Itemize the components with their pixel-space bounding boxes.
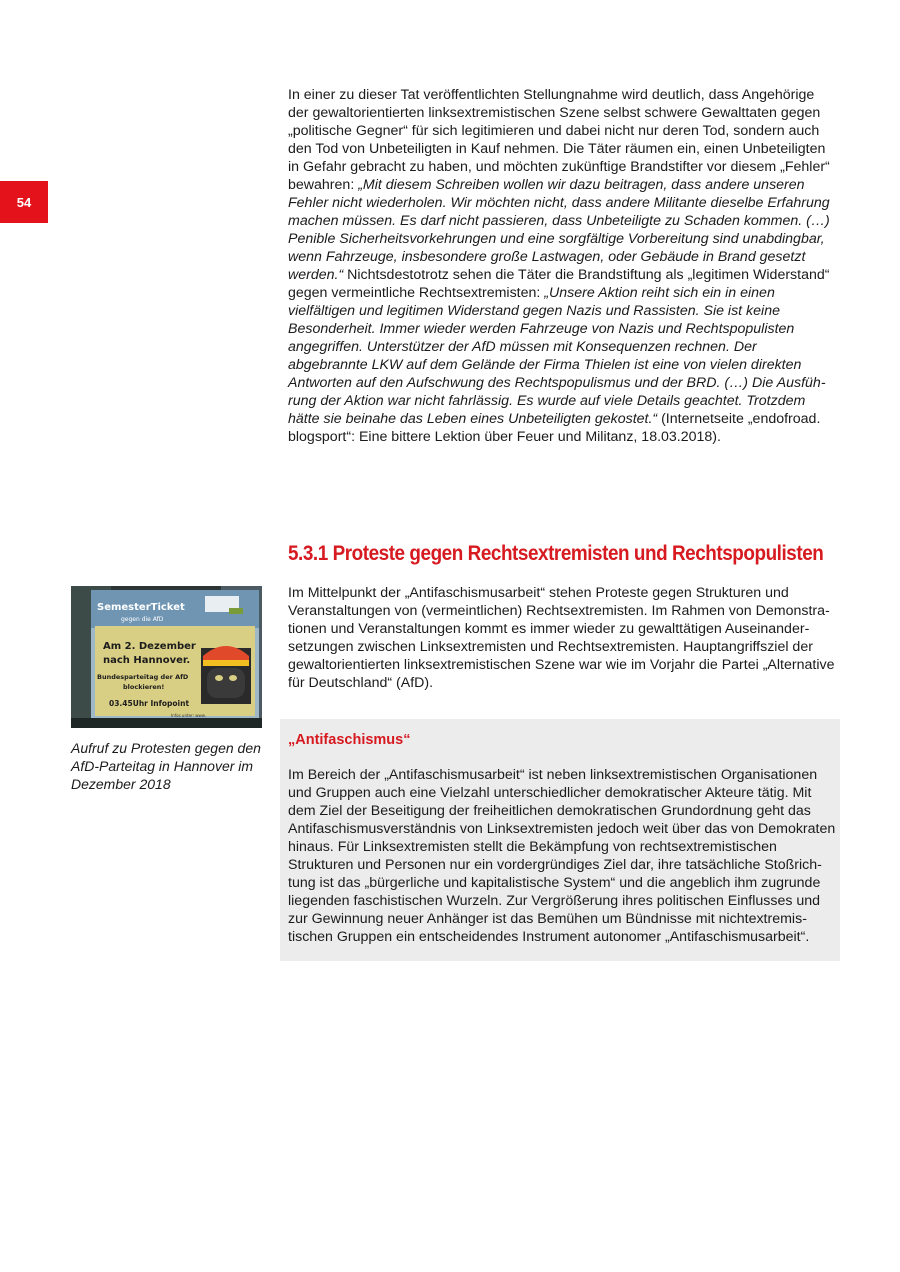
section-paragraph: Im Mittelpunkt der „Antifaschismusarbeit“ stehen Proteste gegen Strukturen und Veranstaltungen von (vermeintlichen) Rechtsextremisten. Im Rahmen von Demonstrationen und Veranstaltungen kommt es immer wieder zu gewalttätigen Auseinandersetzungen zwischen Linksextremisten und Rechtsextremisten. Hauptangriffsziel der gewaltorientierten linksextremistischen Szene war wie im Vorjahr die Partei „Alternative für Deutschland“ (AfD). [288, 585, 835, 691]
sticker-line-action: blockieren! [123, 683, 165, 691]
sticker-line-city: nach Hannover. [103, 655, 191, 666]
info-box-title: „Antifaschismus“ [288, 732, 411, 748]
sticker-line-event: Bundesparteitag der AfD [97, 673, 189, 681]
quote-text: „Mit diesem Schreiben wollen wir dazu beitragen, dass andere unseren Fehler nicht wiederholen. Wir möchten nicht, dass andere Militante dieselbe Erfahrung machen müssen. Es darf nicht passieren, dass Unbeteiligte zu Schaden kommen. (…) Penible Sicherheitsvorkehrungen und eine sorgfältige Vorbereitung sind unabdingbar, wenn Fahrzeuge, insbesondere große Lastwagen, oder Gebäude in Brand gesetzt werden.“ [288, 177, 830, 283]
page-number: 54 [16, 194, 32, 210]
protest-sticker-photo [71, 586, 262, 728]
paragraph-text: Nichtsdestotrotz sehen die Täter die Brandstiftung als „legitimen Widerstand“ gegen vermeintliche Rechtsextremisten: [288, 267, 830, 301]
figure-caption: Aufruf zu Protesten gegen den AfD-Parteitag in Hannover im Dezember 2018 [71, 740, 261, 792]
info-box-antifaschismus [280, 719, 840, 961]
page-number-tab [0, 181, 48, 223]
info-box-text: Im Bereich der „Antifaschismusarbeit“ ist neben linksextremistischen Organisationen und Gruppen auch eine Vielzahl unterschiedlicher demokratischer Akteure tätig. Mit dem Ziel der Beseitigung der freiheitlichen demokratischen Grundordnung geht das Antifaschismusverständnis von Linksextremisten jedoch weit über das von Demokraten hinaus. Für Linksextremisten stellt die Bekämpfung von rechtsextremistischen Strukturen und Personen nur ein vordergründiges Ziel dar, ihre tatsächliche Stoßrichtung ist das „bürgerliche und kapitalistische System“ und die angeblich ihm zugrunde liegenden faschistischen Wurzeln. Zur Vergrößerung ihres politischen Einflusses und zur Gewinnung neuer Anhänger ist das Bemühen um Bündnisse mit nichtextremistischen Gruppen ein entscheidendes Instrument autonomer „Antifaschismusarbeit“. [288, 767, 836, 945]
sticker-subheader: gegen die AfD [121, 616, 164, 623]
balaclava-figure-icon [201, 646, 251, 704]
sticker-header: SemesterTicket [97, 602, 185, 613]
body-paragraph-quote [288, 86, 836, 446]
quote-text: „Unsere Aktion reiht sich ein in einen vielfältigen und legitimen Widerstand gegen Nazis und Rassisten. Sie ist keine Besonderheit. Immer wieder werden Fahrzeuge von Nazis und Rechtspopulisten angegriffen. Unterstützer der AfD müssen mit Konsequenzen rechnen. Der abgebrannte LKW auf dem Gelände der Firma Thielen ist eine von vielen direkten Antworten auf den Aufschwung des Rechtspopulismus und der BRD. (…) Die Ausführung der Aktion war nicht fahrlässig. Es wurde auf viele Details geachtet. Trotzdem hätte sie beinahe das Leben eines Unbeteiligten gekostet.“ [288, 285, 826, 427]
section-heading: 5.3.1 Proteste gegen Rechtsextremisten und Rechtspopulisten [288, 542, 824, 565]
sticker-footer: Infos unter: www. [171, 713, 206, 718]
paragraph-text: In einer zu dieser Tat veröffentlichten Stellungnahme wird deutlich, dass Angehörige der gewaltorientierten linksextremistischen Szene selbst schwere Gewalttaten gegen „politische Gegner“ für sich legitimieren und dabei nicht nur deren Tod, sondern auch den Tod von Unbeteiligten in Kauf nehmen. Die Täter räumen ein, einen Unbeteiligten in Gefahr gebracht zu haben, und möchten zukünftige Brandstifter vor diesem „Fehler“ bewahren: [288, 87, 830, 193]
sticker-line-time: 03.45Uhr Infopoint [109, 699, 190, 708]
sticker-line-date: Am 2. Dezember [103, 641, 196, 652]
source-citation: (Internetseite „endofroad. blogsport“: Eine bittere Lektion über Feuer und Militanz, 18.03.2018). [288, 411, 821, 445]
